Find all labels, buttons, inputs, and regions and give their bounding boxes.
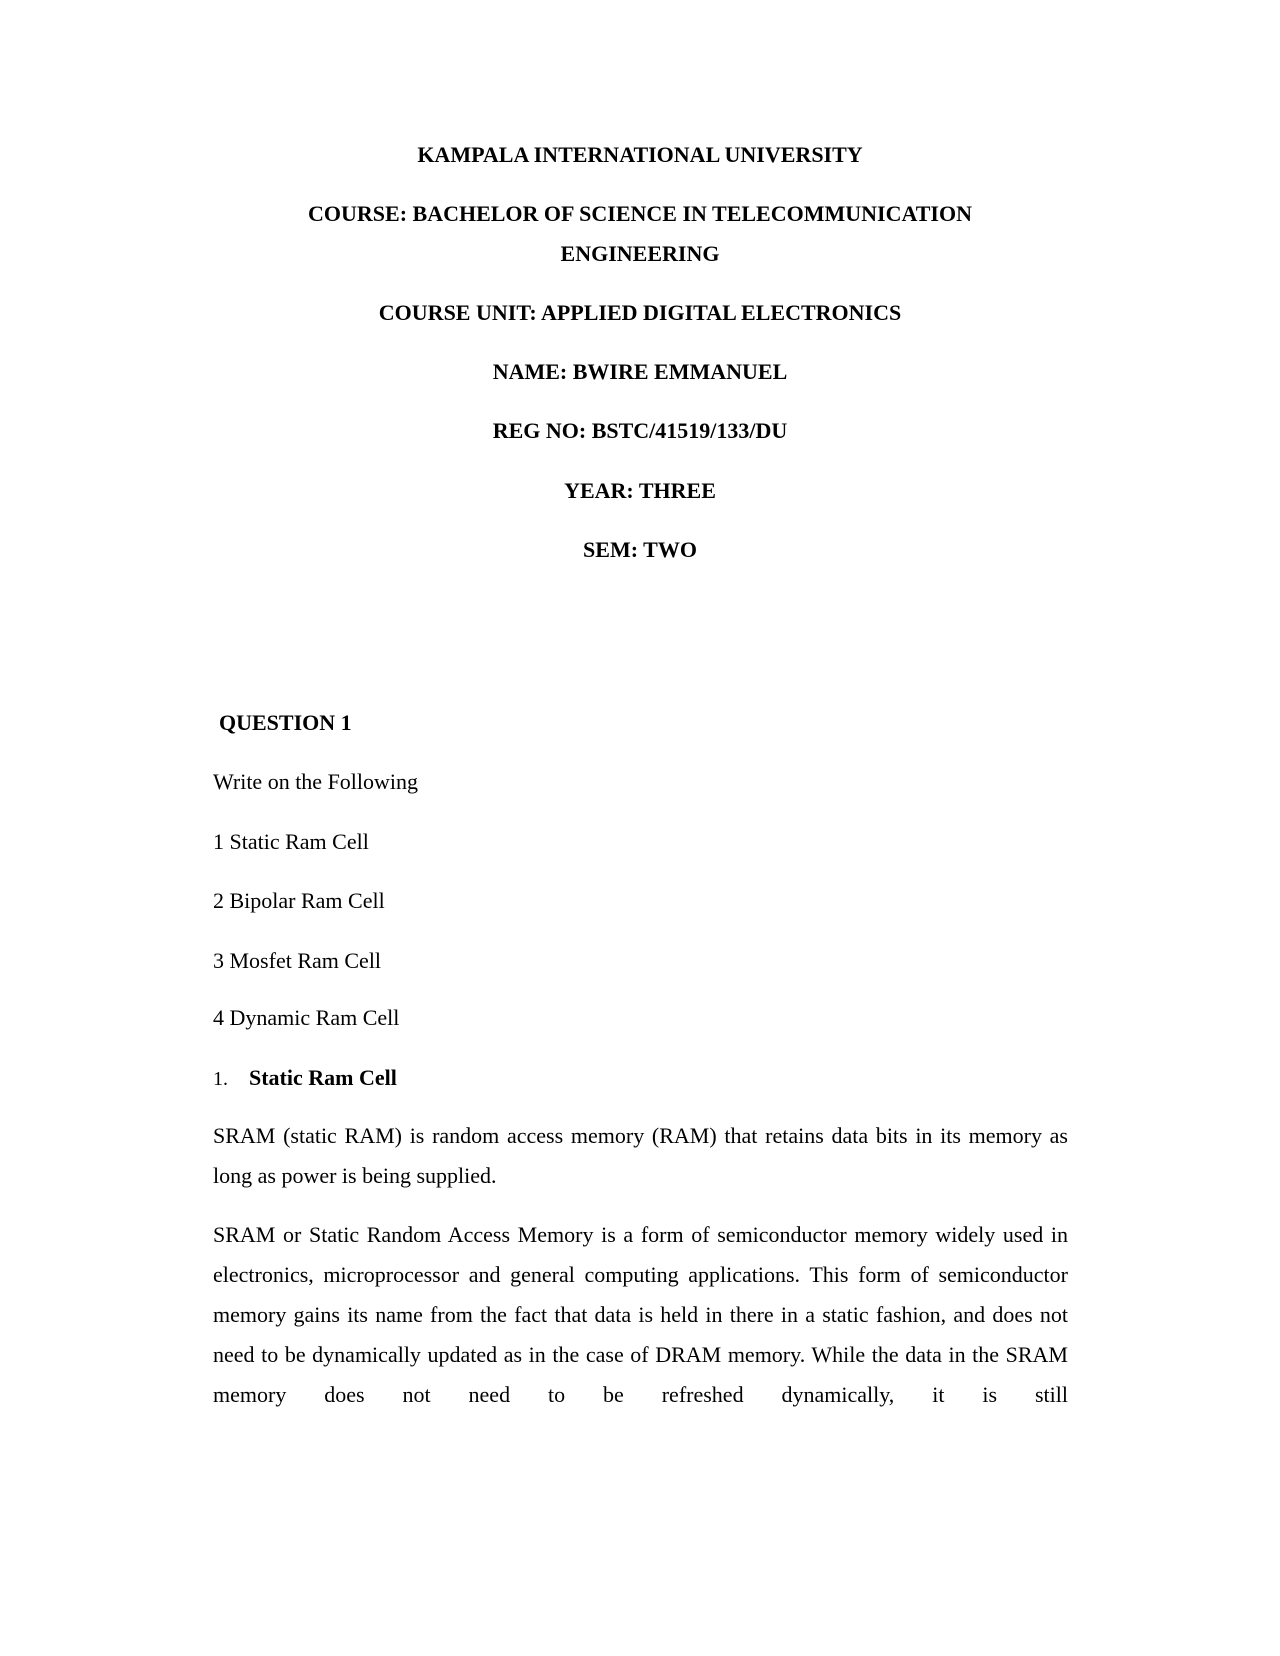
course-line-2: ENGINEERING [560, 241, 720, 266]
paragraph: SRAM (static RAM) is random access memory (RAM) that retains data bits in its memory as long as power is being supplied. [213, 1123, 1068, 1188]
question-title: QUESTION 1 [219, 710, 352, 735]
reg-number: REG NO: BSTC/41519/133/DU [492, 418, 788, 443]
list-item: 4 Dynamic Ram Cell [213, 1005, 400, 1030]
list-item: 1 Static Ram Cell [213, 829, 369, 854]
list-item: 3 Mosfet Ram Cell [213, 948, 382, 973]
list-item: 2 Bipolar Ram Cell [213, 888, 385, 913]
semester: SEM: TWO [583, 537, 697, 562]
course-unit: COURSE UNIT: APPLIED DIGITAL ELECTRONICS [378, 300, 902, 325]
question-prompt: Write on the Following [213, 769, 419, 794]
section-number: 1. [213, 1068, 228, 1090]
course-line-1: COURSE: BACHELOR OF SCIENCE IN TELECOMMUNICATION [308, 201, 972, 226]
university-title: KAMPALA INTERNATIONAL UNIVERSITY [417, 142, 863, 167]
section-title: Static Ram Cell [249, 1065, 397, 1090]
year: YEAR: THREE [564, 478, 716, 503]
student-name: NAME: BWIRE EMMANUEL [492, 359, 788, 384]
section-heading [213, 1065, 397, 1092]
paragraph: SRAM or Static Random Access Memory is a form of semiconductor memory widely used in electronics, microprocessor and general computing applications. This form of semiconductor memory gains its name from the fact that data is held in there in a static fashion, and does not need to be dynamically updated as in the case of DRAM memory. While the data in the SRAM memory does not need to be refreshed dynamically, it is still [213, 1222, 1068, 1407]
